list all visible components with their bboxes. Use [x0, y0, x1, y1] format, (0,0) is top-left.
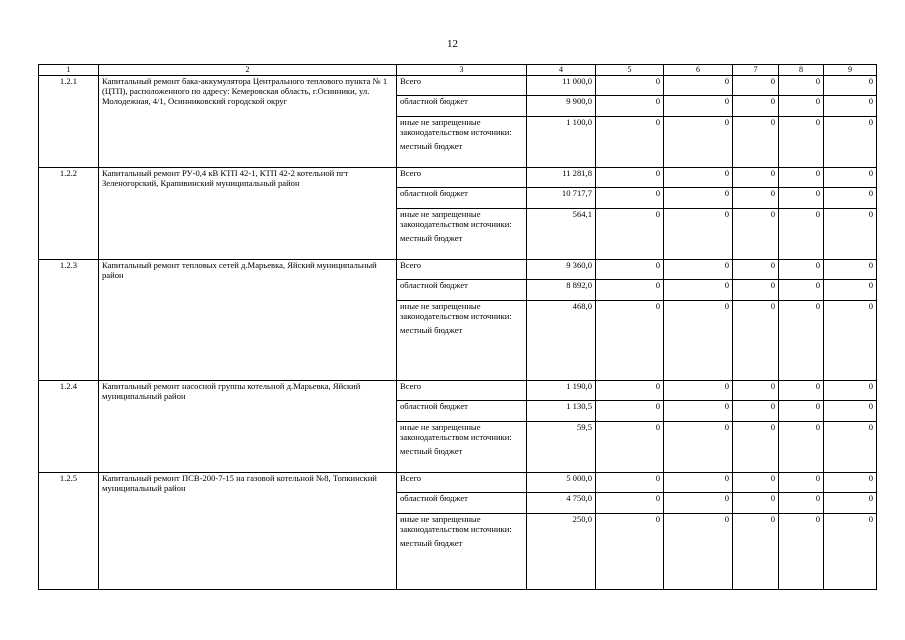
- column-number-cell: 7: [733, 65, 779, 76]
- oblast-value-cell: 0: [779, 96, 824, 117]
- source-other-label: иные не запрещенные законодательством источники:: [400, 514, 512, 534]
- column-number-cell: 1: [39, 65, 99, 76]
- source-local-label: местный бюджет: [400, 141, 463, 151]
- source-oblast-label: областной бюджет: [397, 96, 527, 117]
- total-value-cell: 0: [596, 473, 664, 493]
- source-local-label: местный бюджет: [400, 233, 463, 243]
- local-value-cell: 0: [664, 301, 733, 381]
- oblast-value-cell: 0: [733, 493, 779, 514]
- total-value-cell: 0: [664, 473, 733, 493]
- oblast-value-cell: 0: [733, 280, 779, 301]
- local-value-cell: 0: [824, 209, 877, 260]
- oblast-value-cell: 0: [596, 96, 664, 117]
- source-total-label: Всего: [397, 260, 527, 280]
- oblast-value-cell: 0: [824, 188, 877, 209]
- source-oblast-label: областной бюджет: [397, 493, 527, 514]
- oblast-value-cell: 0: [824, 493, 877, 514]
- total-value-cell: 5 000,0: [527, 473, 596, 493]
- total-value-cell: 0: [733, 381, 779, 401]
- local-value-cell: 0: [779, 117, 824, 168]
- total-value-cell: 0: [664, 260, 733, 280]
- local-value-cell: 0: [824, 301, 877, 381]
- item-code: 1.2.1: [39, 76, 99, 168]
- local-value-cell: 0: [596, 301, 664, 381]
- source-other-local-cell: [397, 117, 527, 168]
- column-number-cell: 8: [779, 65, 824, 76]
- oblast-value-cell: 0: [779, 188, 824, 209]
- local-value-cell: 0: [733, 209, 779, 260]
- local-value-cell: 59,5: [527, 422, 596, 473]
- table-row-total: [39, 473, 877, 493]
- source-total-label: Всего: [397, 76, 527, 96]
- local-value-cell: 0: [596, 514, 664, 590]
- local-value-cell: 0: [664, 117, 733, 168]
- source-local-label: местный бюджет: [400, 325, 463, 335]
- local-value-cell: 0: [596, 209, 664, 260]
- source-other-label: иные не запрещенные законодательством источники:: [400, 422, 512, 442]
- source-other-label: иные не запрещенные законодательством источники:: [400, 209, 512, 229]
- source-other-local-cell: [397, 422, 527, 473]
- oblast-value-cell: 0: [664, 280, 733, 301]
- page-number: 12: [447, 38, 458, 50]
- total-value-cell: 11 000,0: [527, 76, 596, 96]
- local-value-cell: 0: [596, 117, 664, 168]
- local-value-cell: 0: [779, 301, 824, 381]
- oblast-value-cell: 0: [733, 401, 779, 422]
- source-total-label: Всего: [397, 381, 527, 401]
- source-local-label: местный бюджет: [400, 538, 463, 548]
- source-other-label: иные не запрещенные законодательством источники:: [400, 301, 512, 321]
- oblast-value-cell: 0: [596, 493, 664, 514]
- local-value-cell: 0: [779, 514, 824, 590]
- oblast-value-cell: 0: [779, 401, 824, 422]
- source-oblast-label: областной бюджет: [397, 280, 527, 301]
- source-other-local-cell: [397, 209, 527, 260]
- total-value-cell: 0: [596, 168, 664, 188]
- source-other-label: иные не запрещенные законодательством источники:: [400, 117, 512, 137]
- oblast-value-cell: 0: [664, 188, 733, 209]
- total-value-cell: 0: [824, 260, 877, 280]
- total-value-cell: 0: [824, 381, 877, 401]
- source-total-label: Всего: [397, 168, 527, 188]
- oblast-value-cell: 0: [779, 493, 824, 514]
- column-number-cell: 4: [527, 65, 596, 76]
- total-value-cell: 0: [824, 76, 877, 96]
- item-code: 1.2.5: [39, 473, 99, 590]
- source-local-label: местный бюджет: [400, 446, 463, 456]
- local-value-cell: 0: [733, 117, 779, 168]
- total-value-cell: 11 281,8: [527, 168, 596, 188]
- total-value-cell: 0: [779, 168, 824, 188]
- local-value-cell: 250,0: [527, 514, 596, 590]
- total-value-cell: 0: [733, 168, 779, 188]
- oblast-value-cell: 0: [733, 188, 779, 209]
- source-total-label: Всего: [397, 473, 527, 493]
- total-value-cell: 1 190,0: [527, 381, 596, 401]
- column-number-cell: 9: [824, 65, 877, 76]
- table-row-total: [39, 76, 877, 96]
- item-code: 1.2.2: [39, 168, 99, 260]
- local-value-cell: 0: [824, 422, 877, 473]
- oblast-value-cell: 0: [779, 280, 824, 301]
- item-name: Капитальный ремонт насосной группы котельной д.Марьевка, Яйский муниципальный район: [99, 381, 397, 473]
- oblast-value-cell: 1 130,5: [527, 401, 596, 422]
- column-number-row: [39, 65, 877, 76]
- total-value-cell: 9 360,0: [527, 260, 596, 280]
- oblast-value-cell: 0: [824, 401, 877, 422]
- total-value-cell: 0: [779, 381, 824, 401]
- total-value-cell: 0: [664, 76, 733, 96]
- oblast-value-cell: 9 900,0: [527, 96, 596, 117]
- local-value-cell: 0: [664, 209, 733, 260]
- total-value-cell: 0: [664, 381, 733, 401]
- total-value-cell: 0: [596, 76, 664, 96]
- oblast-value-cell: 0: [824, 96, 877, 117]
- item-name: Капитальный ремонт ПСВ-200-7-15 на газовой котельной №8, Топкинский муниципальный район: [99, 473, 397, 590]
- oblast-value-cell: 0: [733, 96, 779, 117]
- total-value-cell: 0: [733, 76, 779, 96]
- table-row-total: [39, 168, 877, 188]
- source-other-local-cell: [397, 514, 527, 590]
- table-row-total: [39, 260, 877, 280]
- local-value-cell: 564,1: [527, 209, 596, 260]
- local-value-cell: 0: [664, 422, 733, 473]
- local-value-cell: 0: [733, 422, 779, 473]
- local-value-cell: 0: [596, 422, 664, 473]
- local-value-cell: 0: [779, 422, 824, 473]
- oblast-value-cell: 0: [824, 280, 877, 301]
- local-value-cell: 0: [824, 514, 877, 590]
- total-value-cell: 0: [733, 473, 779, 493]
- column-number-cell: 2: [99, 65, 397, 76]
- source-other-local-cell: [397, 301, 527, 381]
- total-value-cell: 0: [779, 473, 824, 493]
- local-value-cell: 1 100,0: [527, 117, 596, 168]
- item-code: 1.2.4: [39, 381, 99, 473]
- local-value-cell: 468,0: [527, 301, 596, 381]
- item-name: Капитальный ремонт тепловых сетей д.Марьевка, Яйский муниципальный район: [99, 260, 397, 381]
- local-value-cell: 0: [824, 117, 877, 168]
- total-value-cell: 0: [733, 260, 779, 280]
- item-name: Капитальный ремонт бака-аккумулятора Центрального теплового пункта № 1 (ЦТП), расположенного по адресу: Кемеровская область, г.Осинники, ул. Молодежная, 4/1, Осинниковский городской округ: [99, 76, 397, 168]
- oblast-value-cell: 10 717,7: [527, 188, 596, 209]
- total-value-cell: 0: [779, 260, 824, 280]
- source-oblast-label: областной бюджет: [397, 188, 527, 209]
- column-number-cell: 5: [596, 65, 664, 76]
- table-row-total: [39, 381, 877, 401]
- local-value-cell: 0: [664, 514, 733, 590]
- local-value-cell: 0: [733, 301, 779, 381]
- local-value-cell: 0: [779, 209, 824, 260]
- total-value-cell: 0: [664, 168, 733, 188]
- local-value-cell: 0: [733, 514, 779, 590]
- oblast-value-cell: 0: [664, 493, 733, 514]
- item-code: 1.2.3: [39, 260, 99, 381]
- oblast-value-cell: 0: [596, 280, 664, 301]
- oblast-value-cell: 0: [596, 401, 664, 422]
- budget-table: [38, 64, 877, 590]
- oblast-value-cell: 4 750,0: [527, 493, 596, 514]
- column-number-cell: 6: [664, 65, 733, 76]
- total-value-cell: 0: [824, 168, 877, 188]
- source-oblast-label: областной бюджет: [397, 401, 527, 422]
- total-value-cell: 0: [596, 381, 664, 401]
- oblast-value-cell: 0: [664, 401, 733, 422]
- total-value-cell: 0: [824, 473, 877, 493]
- total-value-cell: 0: [596, 260, 664, 280]
- total-value-cell: 0: [779, 76, 824, 96]
- oblast-value-cell: 0: [596, 188, 664, 209]
- item-name: Капитальный ремонт РУ-0,4 кВ КТП 42-1, КТП 42-2 котельной пгт Зеленогорский, Крапивинский муниципальный район: [99, 168, 397, 260]
- oblast-value-cell: 8 892,0: [527, 280, 596, 301]
- column-number-cell: 3: [397, 65, 527, 76]
- oblast-value-cell: 0: [664, 96, 733, 117]
